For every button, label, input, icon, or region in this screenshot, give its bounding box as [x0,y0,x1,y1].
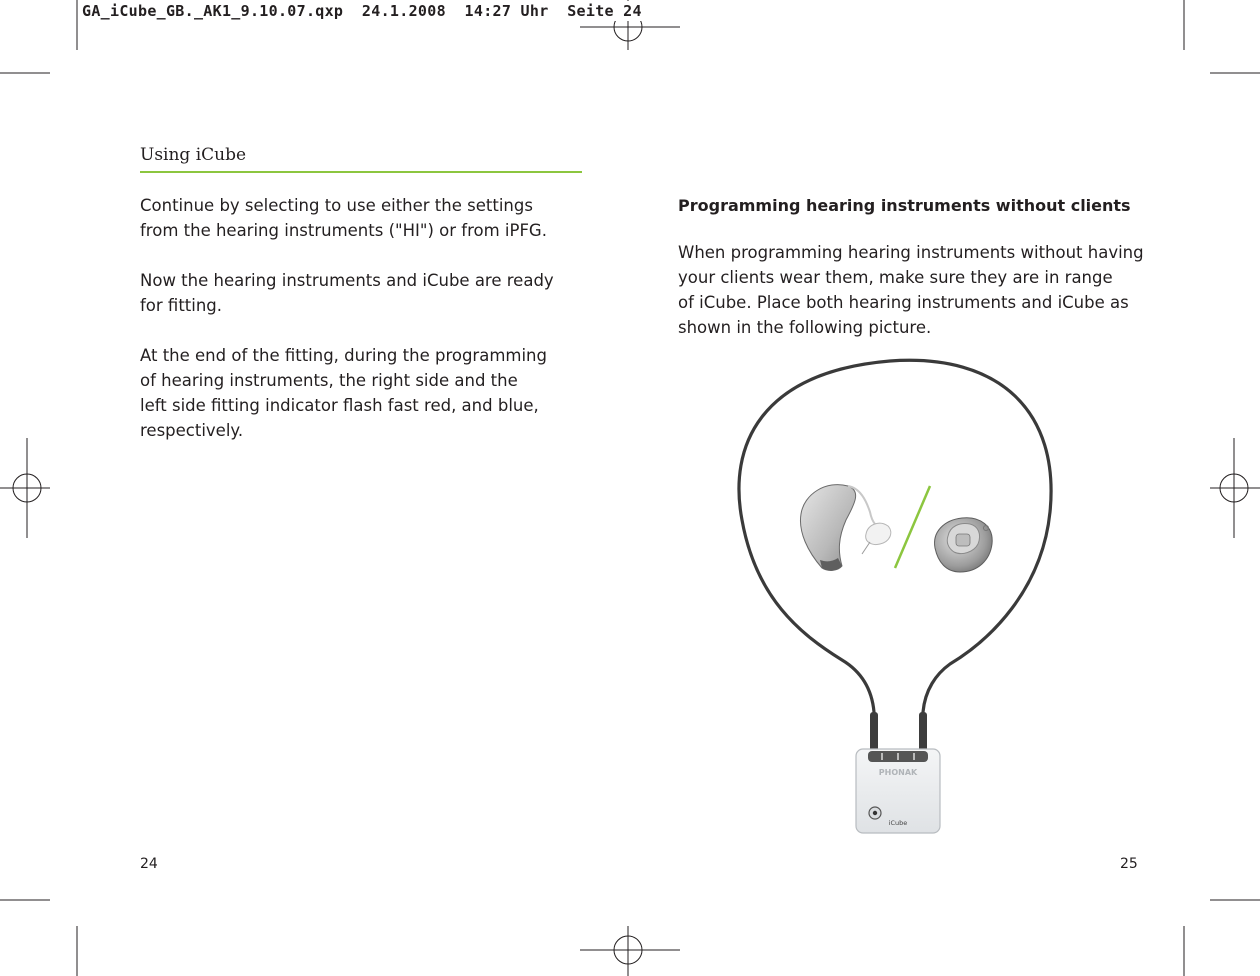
paragraph-2: Now the hearing instruments and iCube are ready for fitting. [140,271,554,315]
section-heading: Programming hearing instruments without clients [678,196,1131,215]
page-number-right: 25 [1120,856,1138,872]
icube-device-icon [856,749,940,833]
left-body-text [140,193,580,443]
itc-hearing-aid-icon [935,518,993,572]
right-body-text [678,193,1148,340]
separator-slash [895,486,930,568]
neck-loop-icon [739,360,1051,712]
bte-hearing-aid-icon [800,485,890,571]
programming-illustration [720,350,1080,850]
paragraph-3: At the end of the fitting, during the programming of hearing instruments, the right side and the left side fitting indicator flash fast red, and blue, respectively. [140,346,547,440]
page-number-left: 24 [140,856,158,872]
title-rule [140,171,582,173]
paragraph-right: When programming hearing instruments without having your clients wear them, make sure they are in range of iCube. Place both hearing instruments and iCube as shown in the following picture. [678,243,1144,337]
device-brand: PHONAK [878,768,918,777]
print-slug: GA_iCube_GB._AK1_9.10.07.qxp 24.1.2008 14:27 Uhr Seite 24 [82,2,642,20]
device-label: iCube [888,819,908,827]
section-title: Using iCube [140,145,247,165]
paragraph-1: Continue by selecting to use either the settings from the hearing instruments ("HI") or from iPFG. [140,196,547,240]
